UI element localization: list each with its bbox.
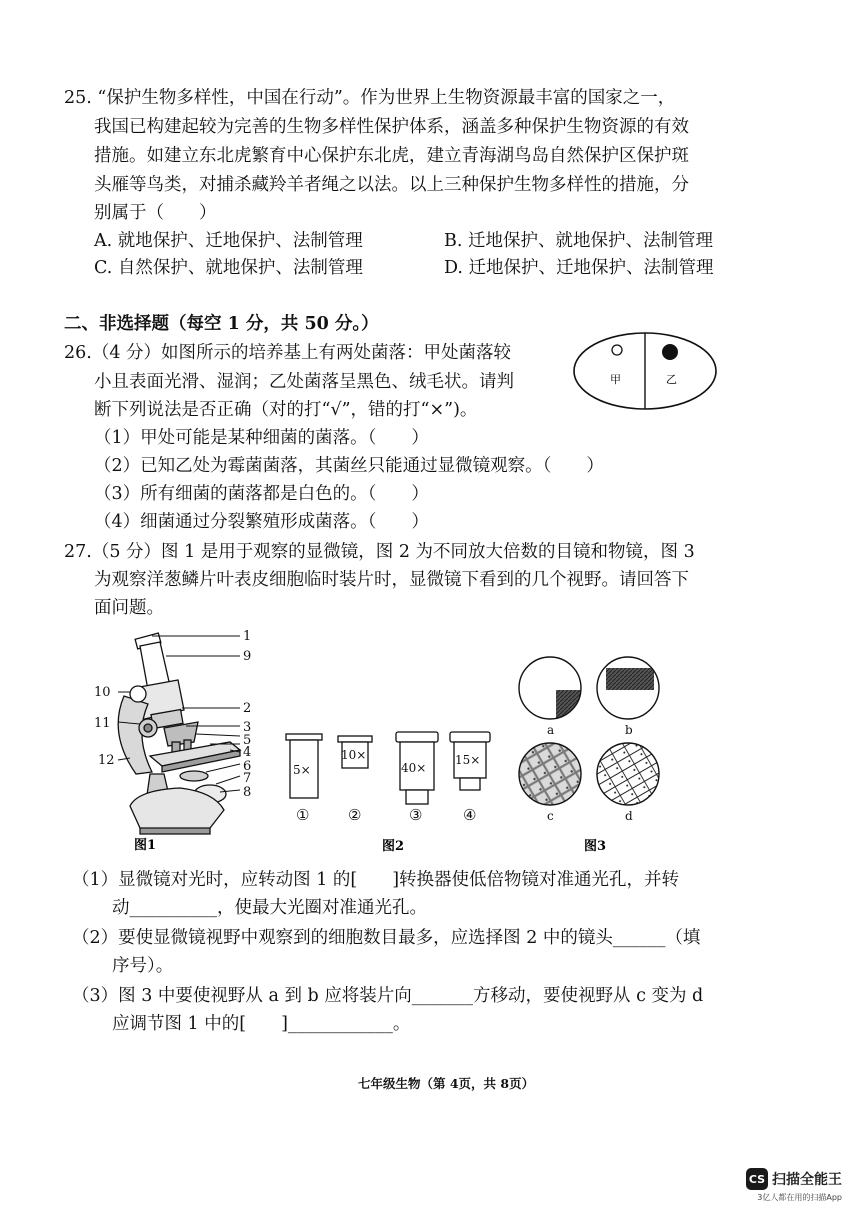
microscope-figure xyxy=(90,624,270,854)
part-label-10: 10 xyxy=(94,685,111,700)
part-label-7: 7 xyxy=(243,771,252,786)
scanner-logo-icon: CS xyxy=(746,1168,768,1190)
part-label-5: 5 xyxy=(243,733,252,748)
part-label-6: 6 xyxy=(243,759,252,774)
fig2-caption: 图2 xyxy=(382,839,405,854)
view-label-a: a xyxy=(547,723,555,737)
q26-item-3: （3）所有细菌的菌落都是白色的。（ ） xyxy=(94,484,429,504)
part-label-8: 8 xyxy=(243,785,252,800)
section2-title: 二、非选择题（每空 1 分，共 50 分。） xyxy=(64,314,379,334)
dish-label-yi: 乙 xyxy=(666,373,677,386)
fields-of-view-figure xyxy=(512,650,684,856)
view-c-cells xyxy=(512,736,592,816)
part-label-4: 4 xyxy=(243,745,252,760)
q27-line-3: 面问题。 xyxy=(94,598,164,618)
lens-4-mag: 15× xyxy=(455,753,481,767)
lens-4-tip xyxy=(460,778,480,790)
lens-1-mag: 5× xyxy=(293,763,311,777)
lens-3-number: ③ xyxy=(409,806,423,824)
q25-option-a: A. 就地保护、迁地保护、法制管理 xyxy=(94,231,363,251)
dish-label-jia: 甲 xyxy=(610,373,621,386)
q27-line-1: 27.（5 分）图 1 是用于观察的显微镜，图 2 为不同放大倍数的目镜和物镜，图 3 xyxy=(64,542,695,562)
q27-sub-2-line-2: 序号）。 xyxy=(112,956,174,976)
part-label-11: 11 xyxy=(94,716,111,731)
scanner-app-name: 扫描全能王 xyxy=(772,1172,842,1188)
view-label-b: b xyxy=(625,723,633,737)
q27-sub-3-line-2: 应调节图 1 中的[ ]____________。 xyxy=(112,1014,411,1034)
view-d-cells xyxy=(592,736,672,816)
q26-item-4: （4）细菌通过分裂繁殖形成菌落。（ ） xyxy=(94,512,429,532)
q25-option-c: C. 自然保护、就地保护、法制管理 xyxy=(94,258,363,278)
q25-option-b: B. 迁地保护、就地保护、法制管理 xyxy=(444,231,713,251)
q26-line-1: 26.（4 分）如图所示的培养基上有两处菌落：甲处菌落较 xyxy=(64,343,512,363)
view-b-specimen xyxy=(606,668,654,690)
lens-2-number: ② xyxy=(348,806,362,824)
q27-sub-2-line-1: （2）要使显微镜视野中观察到的细胞数目最多，应选择图 2 中的镜头______（填 xyxy=(72,928,701,948)
lens-3-mag: 40× xyxy=(401,761,427,775)
q25-line-2: 我国已构建起较为完善的生物多样性保护体系，涵盖多种保护生物资源的有效 xyxy=(94,117,689,137)
petri-dish-figure xyxy=(572,330,718,412)
lenses-figure xyxy=(280,728,505,854)
lens-3-cap xyxy=(396,732,438,742)
q27-sub-3-line-1: （3）图 3 中要使视野从 a 到 b 应将装片向_______方移动，要使视野从 c 变为 d xyxy=(72,986,704,1006)
q27-line-2: 为观察洋葱鳞片叶表皮细胞临时装片时，显微镜下看到的几个视野。请回答下 xyxy=(94,570,689,590)
part-label-9: 9 xyxy=(243,649,252,664)
q26-item-1: （1）甲处可能是某种细菌的菌落。（ ） xyxy=(94,428,429,448)
lens-1-rim xyxy=(286,734,322,740)
part-label-2: 2 xyxy=(243,701,252,716)
part-label-3: 3 xyxy=(243,720,252,735)
q27-sub-1-line-1: （1）显微镜对光时，应转动图 1 的[ ]转换器使低倍物镜对准通光孔，并转 xyxy=(72,870,680,890)
scanner-tagline: 3亿人都在用的扫描App xyxy=(757,1193,842,1202)
q26-item-2: （2）已知乙处为霉菌菌落，其菌丝只能通过显微镜观察。（ ） xyxy=(94,456,604,476)
lens-1-number: ① xyxy=(296,806,310,824)
lens-2-mag: 10× xyxy=(341,748,367,762)
view-a-circle xyxy=(519,657,581,719)
colony-yi-marker xyxy=(662,344,678,360)
q26-line-2: 小且表面光滑、湿润；乙处菌落呈黑色、绒毛状。请判 xyxy=(94,372,514,392)
colony-jia-marker xyxy=(612,345,622,355)
lens-2-rim xyxy=(338,736,372,742)
lens-3-tip xyxy=(406,790,428,804)
lens-4-cap xyxy=(450,732,490,742)
fig1-caption: 图1 xyxy=(134,838,157,853)
view-label-d: d xyxy=(625,809,633,823)
q25-option-d: D. 迁地保护、迁地保护、法制管理 xyxy=(444,258,714,278)
view-label-c: c xyxy=(547,809,554,823)
view-a-specimen xyxy=(556,690,586,720)
q26-line-3: 断下列说法是否正确（对的打“√”，错的打“×”)。 xyxy=(94,400,478,420)
q25-line-4: 头雁等鸟类，对捕杀藏羚羊者绳之以法。以上三种保护生物多样性的措施，分 xyxy=(94,175,689,195)
q27-sub-1-line-2: 动__________，使最大光圈对准通光孔。 xyxy=(112,898,427,918)
part-label-1: 1 xyxy=(243,629,252,644)
q25-line-5: 别属于（ ） xyxy=(94,203,217,223)
page-footer: 七年级生物（第 4页，共 8页） xyxy=(358,1076,535,1091)
q25-line-3: 措施。如建立东北虎繁育中心保护东北虎，建立青海湖鸟岛自然保护区保护斑 xyxy=(94,146,689,166)
fig3-caption: 图3 xyxy=(584,839,607,854)
scanner-watermark xyxy=(746,1168,842,1203)
part-label-12: 12 xyxy=(98,753,115,768)
lens-4-number: ④ xyxy=(463,806,477,824)
q25-line-1: 25. “保护生物多样性，中国在行动”。作为世界上生物资源最丰富的国家之一， xyxy=(64,88,676,108)
